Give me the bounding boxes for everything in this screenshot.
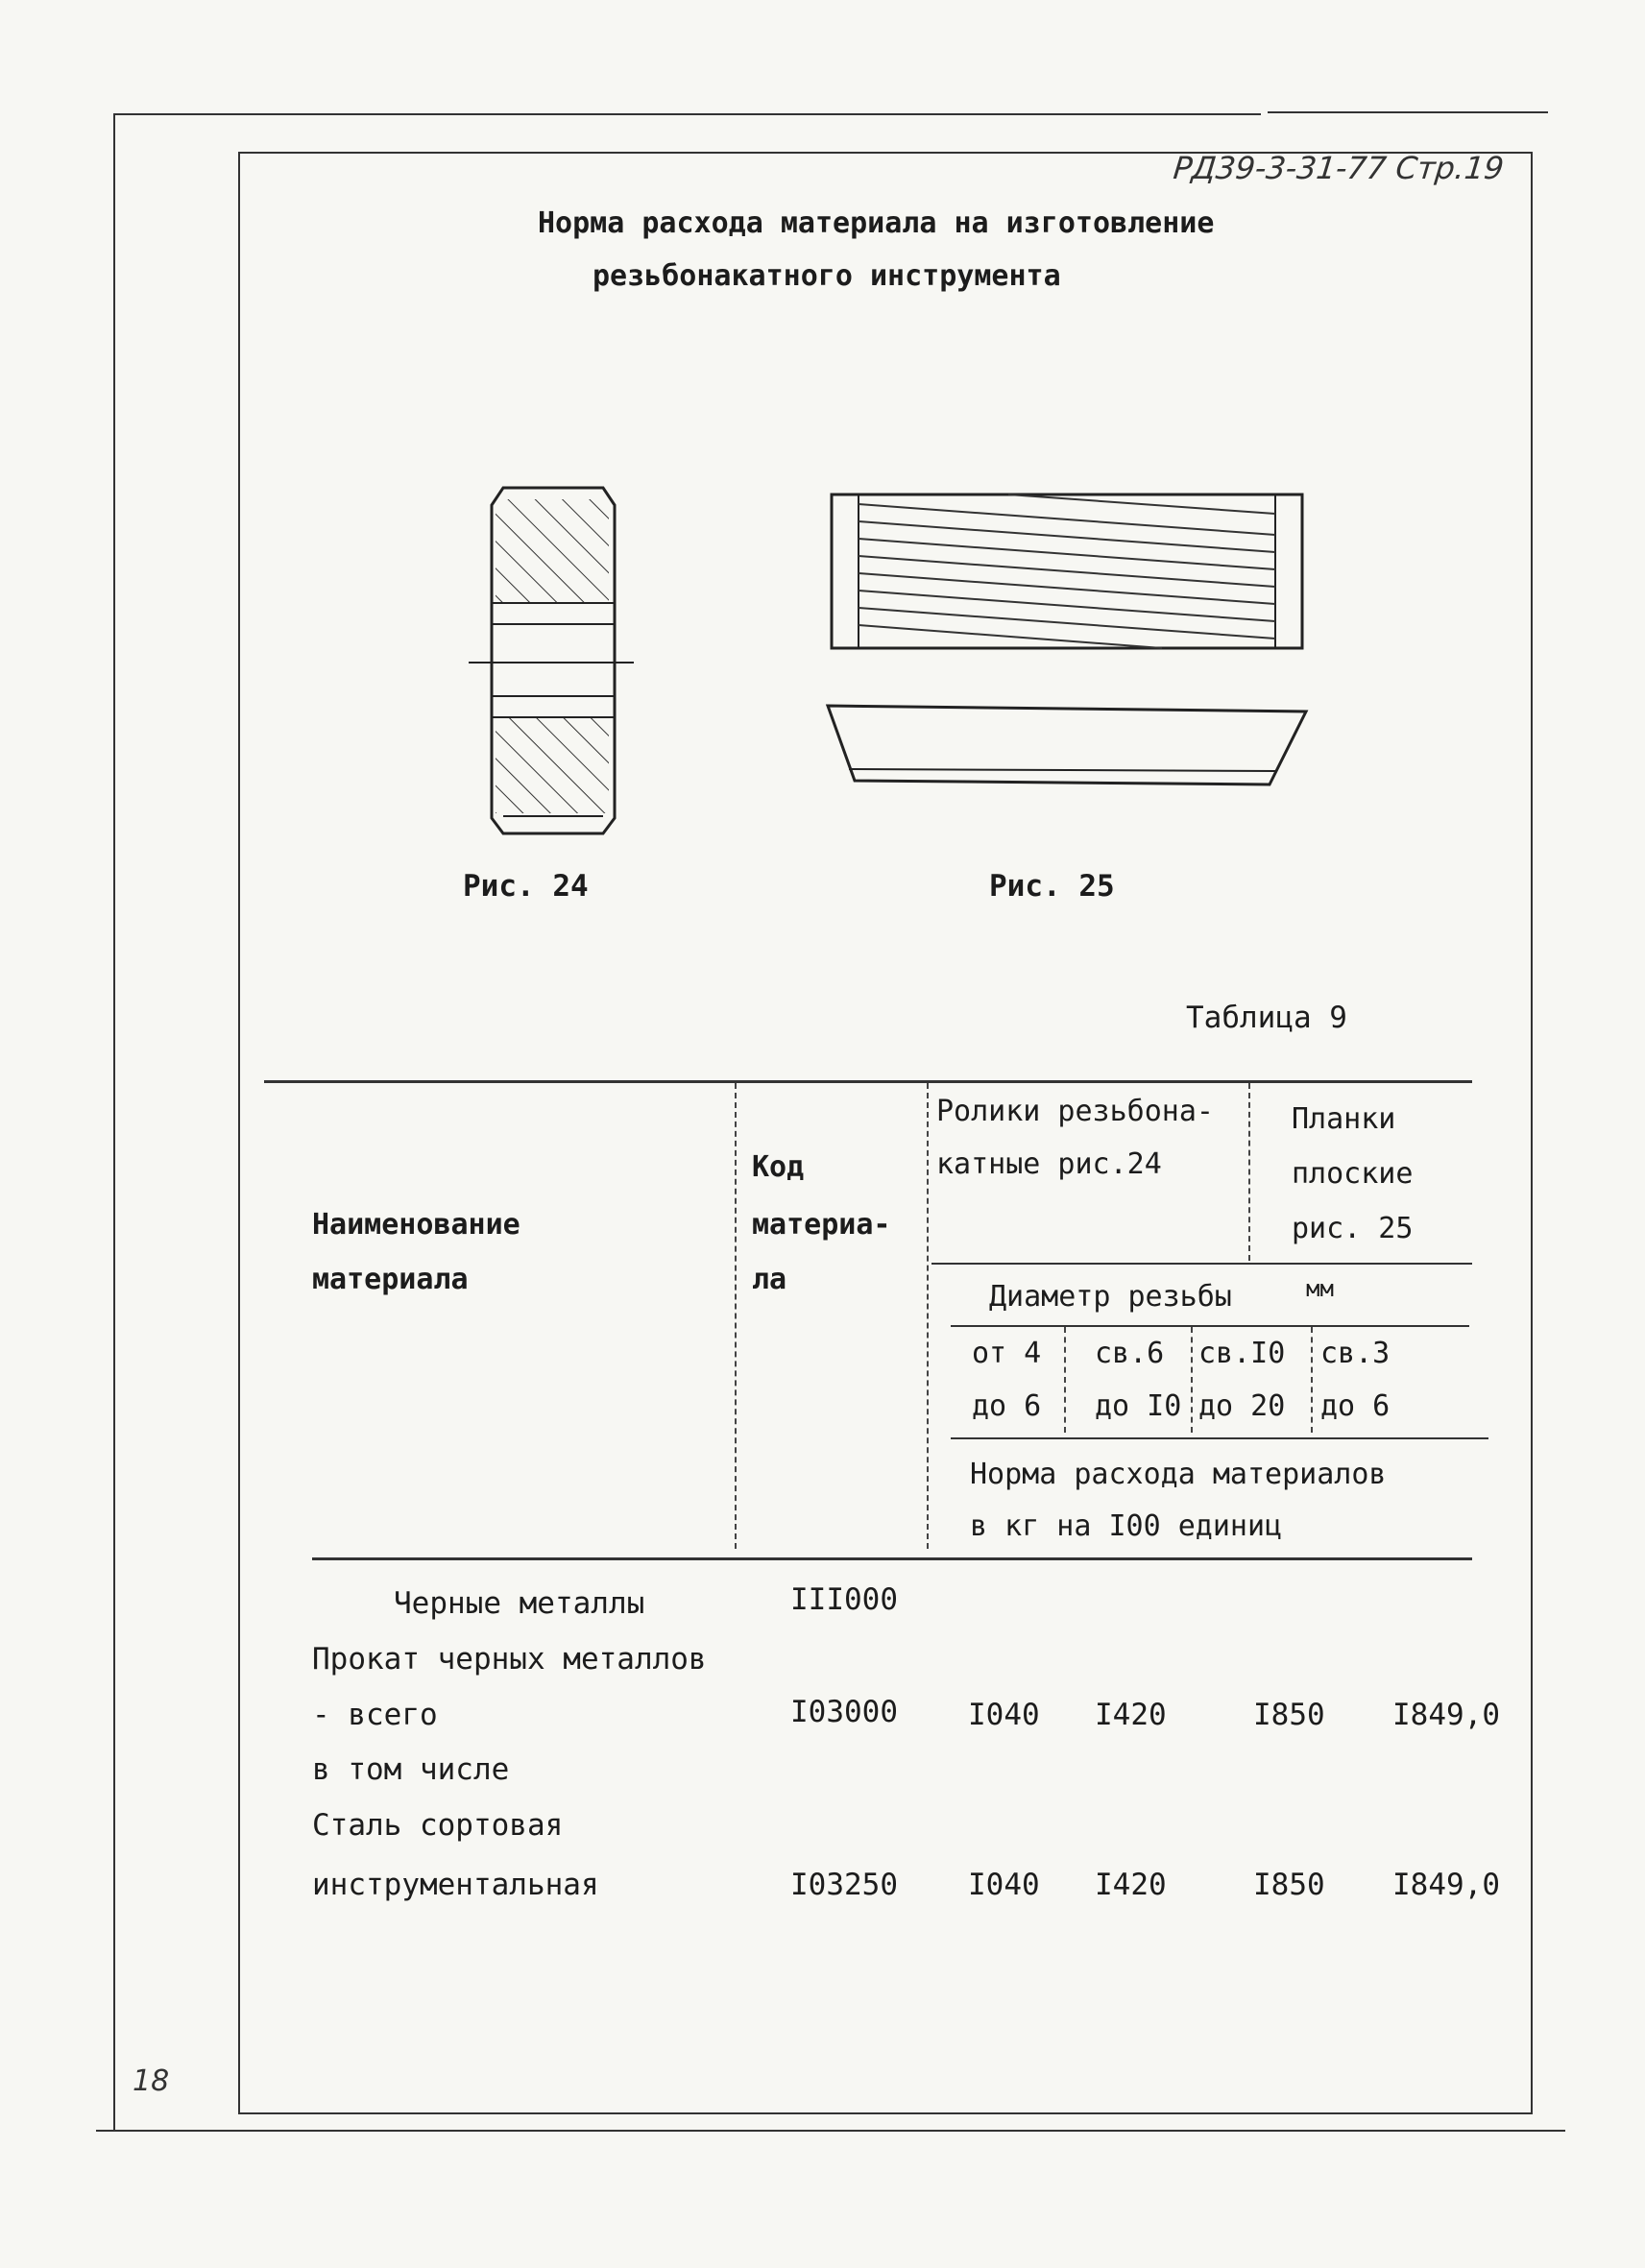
col-header-rollers-line2: катные рис.24 [936, 1147, 1162, 1181]
table-header-bottom-rule [312, 1557, 1472, 1560]
row-rolled-total-code: I03000 [790, 1695, 898, 1729]
page-number: 18 [133, 2064, 170, 2098]
range-2-line2: до I0 [1095, 1389, 1182, 1423]
table-divider-range-3 [1311, 1327, 1313, 1433]
table-divider-plates [1248, 1083, 1250, 1261]
row-rolled-total-value-4: I849,0 [1392, 1698, 1500, 1732]
page-title-line1: Норма расхода материала на изготовление [538, 206, 1215, 240]
table-caption: Таблица 9 [1186, 1001, 1347, 1035]
figure-24-roller-drawing [461, 480, 643, 845]
table-divider-code [735, 1083, 737, 1549]
col-header-plates-line1: Планки [1292, 1102, 1396, 1136]
range-1-line2: до 6 [972, 1389, 1042, 1423]
col-header-rollers-line1: Ролики резьбона- [936, 1095, 1214, 1128]
row-rolled-metal-name: Прокат черных металлов [312, 1642, 707, 1677]
row-ferrous-metals-name: Черные металлы [394, 1586, 645, 1621]
doc-reference: РД39-3-31-77 Стр.19 [1172, 150, 1506, 186]
table-rule-norm [951, 1437, 1488, 1439]
norm-label-line2: в кг на I00 единиц [970, 1509, 1283, 1543]
col-header-name-line2: материала [312, 1263, 469, 1296]
range-3-line2: до 20 [1198, 1389, 1286, 1423]
inner-left-border [238, 152, 240, 2112]
range-4-line2: до 6 [1320, 1389, 1391, 1423]
table-top-rule [264, 1080, 1472, 1083]
col-header-plates-line2: плоские [1292, 1157, 1414, 1191]
range-2-line1: св.6 [1095, 1337, 1165, 1370]
outer-top-border [113, 113, 1261, 115]
range-1-line1: от 4 [972, 1337, 1042, 1370]
row-tool-steel-value-3: I850 [1253, 1868, 1325, 1902]
figure-25-caption: Рис. 25 [989, 869, 1115, 904]
table-divider-values [927, 1083, 929, 1549]
diameter-label: Диаметр резьбы [989, 1280, 1232, 1314]
row-section-steel-name: Сталь сортовая [312, 1808, 564, 1843]
outer-bottom-border [96, 2130, 1565, 2132]
row-rolled-total-value-3: I850 [1253, 1698, 1325, 1732]
outer-top-border-right [1268, 111, 1548, 113]
row-ferrous-metals-code: III000 [790, 1582, 898, 1617]
row-rolled-total-value-1: I040 [968, 1698, 1040, 1732]
table-divider-range-1 [1064, 1327, 1066, 1433]
table-rule-diameter [931, 1263, 1472, 1265]
row-including-name: в том числе [312, 1752, 510, 1787]
figure-24-caption: Рис. 24 [463, 869, 589, 904]
col-header-plates-line3: рис. 25 [1292, 1212, 1414, 1245]
range-3-line1: св.I0 [1198, 1337, 1286, 1370]
diameter-unit: мм [1306, 1275, 1334, 1302]
row-tool-steel-value-2: I420 [1095, 1868, 1167, 1902]
range-4-line1: св.3 [1320, 1337, 1391, 1370]
table-divider-range-2 [1191, 1327, 1193, 1433]
figure-25-plate-drawing [816, 485, 1316, 802]
outer-left-border [113, 113, 115, 2130]
inner-right-border [1531, 152, 1533, 2112]
inner-bottom-border [238, 2112, 1533, 2114]
row-tool-steel-name: инструментальная [312, 1868, 599, 1902]
row-tool-steel-value-4: I849,0 [1392, 1868, 1500, 1902]
norm-label-line1: Норма расхода материалов [970, 1458, 1387, 1491]
row-tool-steel-value-1: I040 [968, 1868, 1040, 1902]
row-rolled-total-value-2: I420 [1095, 1698, 1167, 1732]
col-header-code-line2: материа- [752, 1208, 891, 1242]
table-rule-ranges [951, 1325, 1469, 1327]
row-tool-steel-code: I03250 [790, 1868, 898, 1902]
col-header-name-line1: Наименование [312, 1208, 520, 1242]
col-header-code-line3: ла [752, 1263, 787, 1296]
page-title-line2: резьбонакатного инструмента [593, 259, 1061, 293]
col-header-code-line1: Код [752, 1150, 805, 1184]
row-rolled-total-name: - всего [312, 1698, 438, 1732]
